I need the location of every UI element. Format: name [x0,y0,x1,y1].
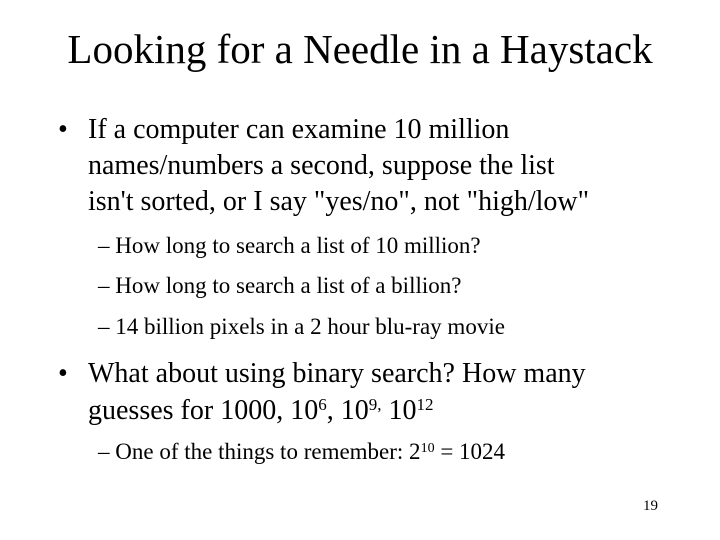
bullet-1-line-1: If a computer can examine 10 million [88,114,510,145]
sub-bullet-4-text: – One of the things to remember: 2 [98,439,421,464]
sub-bullet-3: – 14 billion pixels in a 2 hour blu-ray movie [98,314,505,339]
sub-bullet-1: – How long to search a list of 10 million? [98,233,481,258]
bullet-2-sep-a: , 10 [326,395,369,426]
bullet-2 [58,357,678,431]
bullet-2-sep-b: 10 [381,395,417,426]
sub-bullet-2: – How long to search a list of a billion? [98,273,462,298]
exponent-6: 6 [318,395,327,414]
slide-title: Looking for a Needle in a Haystack [67,26,653,72]
bullet-1-line-3: isn't sorted, or I say "yes/no", not "high/low" [88,186,590,217]
bullet-2-line-2 [88,394,433,427]
bullet-dot-icon: • [58,114,68,145]
page-number: 19 [643,498,658,514]
exponent-12: 12 [416,395,434,414]
bullet-2-line-1: What about using binary search? How many [88,358,586,389]
bullet-1 [58,113,678,223]
exponent-10: 10 [420,441,435,456]
bullet-1-line-2: names/numbers a second, suppose the list [88,150,555,181]
sub-bullet-4-suffix: = 1024 [434,439,506,464]
exponent-9: 9, [368,395,382,414]
sub-bullet-4 [98,438,505,466]
bullet-dot-icon: • [58,358,68,389]
bullet-2-line-2-text: guesses for 1000, 10 [88,395,319,426]
